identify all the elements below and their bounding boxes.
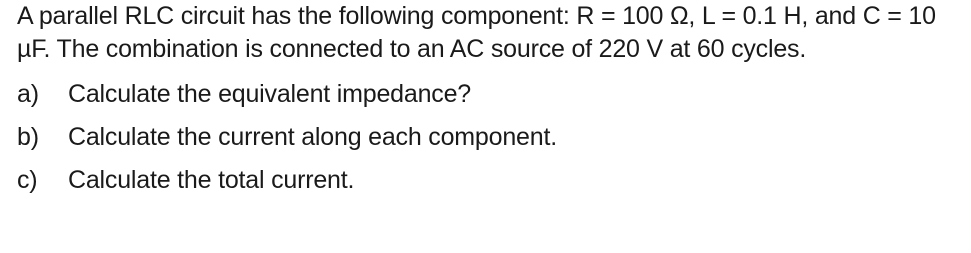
question-text: Calculate the current along each component.	[68, 123, 557, 151]
problem-statement	[17, 0, 957, 202]
question-marker: a)	[17, 80, 39, 108]
question-item-b	[17, 116, 957, 159]
question-item-a	[17, 73, 957, 116]
question-text: Calculate the total current.	[68, 166, 355, 194]
question-list	[17, 73, 957, 202]
question-text: Calculate the equivalent impedance?	[68, 80, 471, 108]
question-marker: c)	[17, 166, 38, 194]
problem-intro: A parallel RLC circuit has the following component: R = 100 Ω, L = 0.1 H, and C = 10 µF. The combination is connected to an AC source of 220 V at 60 cycles.	[17, 2, 936, 63]
question-marker: b)	[17, 123, 39, 151]
question-item-c	[17, 159, 957, 202]
